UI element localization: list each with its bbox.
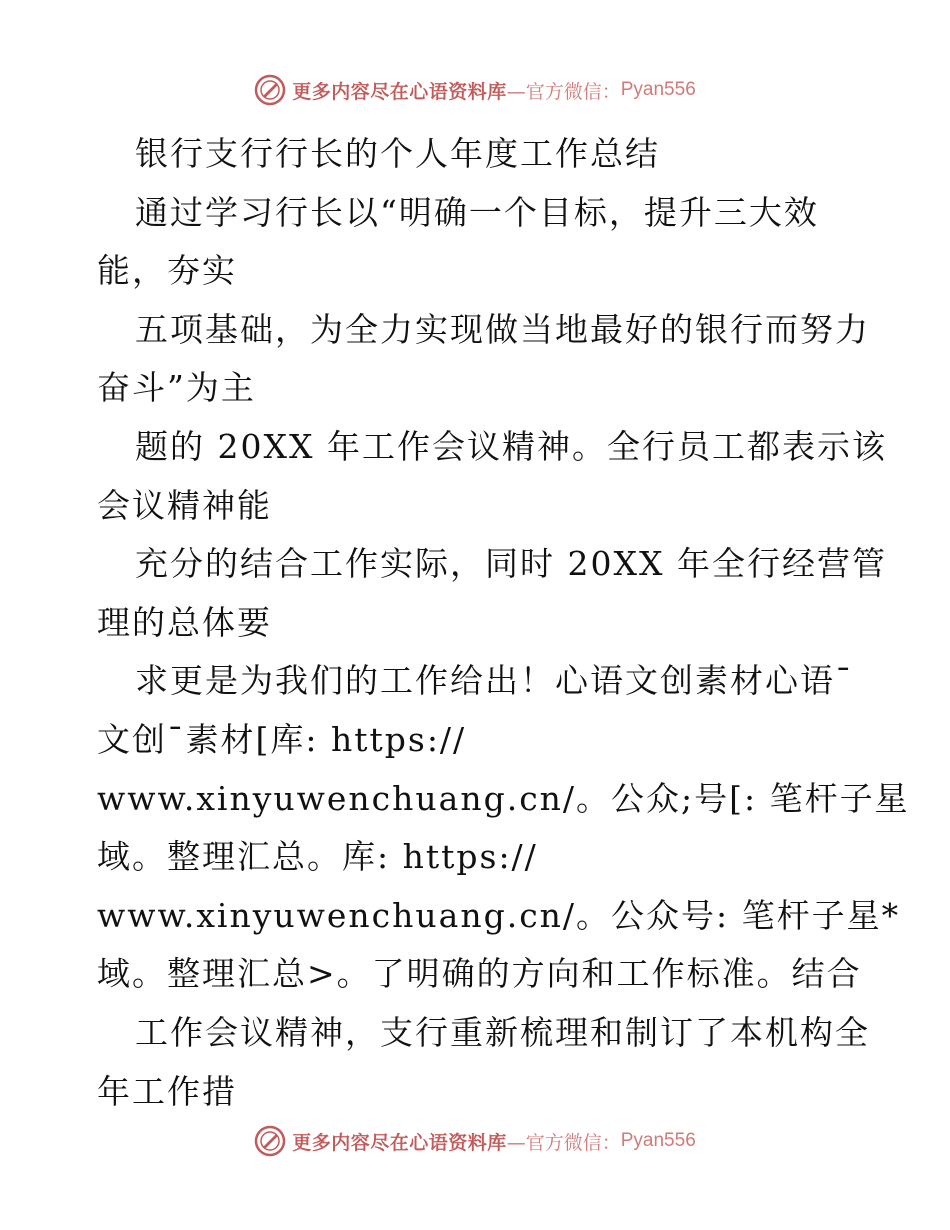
doc-line: www.xinyuwenchuang.cn/。公众;号[: 笔杆子星 — [97, 778, 910, 818]
doc-line: 通过学习行长以“明确一个目标，提升三大效 — [135, 192, 819, 232]
doc-line: 充分的结合工作实际，同时 20XX 年全行经营管 — [135, 544, 887, 584]
document-body — [97, 125, 910, 1121]
doc-line: 域。整理汇总。库: https:// — [97, 837, 538, 877]
doc-line: 题的 20XX 年工作会议精神。全行员工都表示该 — [135, 426, 887, 466]
doc-line: 能，夯实 — [97, 251, 237, 291]
doc-line: 奋斗”为主 — [97, 368, 256, 408]
doc-line: 求更是为我们的工作给出！心语文创素材心语¯ — [135, 661, 854, 701]
doc-line: 五项基础，为全力实现做当地最好的银行而努力 — [135, 309, 870, 349]
seal-logo-icon — [254, 1125, 286, 1157]
footer-wechat-id: Pyan556 — [620, 1130, 696, 1151]
doc-title: 银行支行行长的个人年度工作总结 — [135, 134, 660, 173]
doc-line: www.xinyuwenchuang.cn/。公众号: 笔杆子星* — [97, 895, 901, 935]
doc-line: 工作会议精神，支行重新梳理和制订了本机构全 — [135, 1012, 870, 1052]
doc-line: 理的总体要 — [97, 602, 272, 642]
header-banner — [0, 70, 950, 110]
seal-logo-icon — [254, 74, 286, 106]
footer-brand-text: 更多内容尽在心语资料库 — [292, 1131, 507, 1154]
doc-line: 年工作措 — [97, 1071, 237, 1111]
header-wechat-id: Pyan556 — [620, 79, 696, 100]
footer-banner — [0, 1121, 950, 1161]
doc-line: 会议精神能 — [97, 485, 272, 525]
doc-line: 文创¯素材[库: https:// — [97, 719, 467, 759]
header-brand-text: 更多内容尽在心语资料库 — [292, 80, 507, 103]
footer-dash-text: —官方微信： — [506, 1131, 621, 1154]
doc-line: 域。整理汇总>。了明确的方向和工作标准。结合 — [97, 954, 862, 994]
header-dash-text: —官方微信： — [506, 80, 621, 103]
